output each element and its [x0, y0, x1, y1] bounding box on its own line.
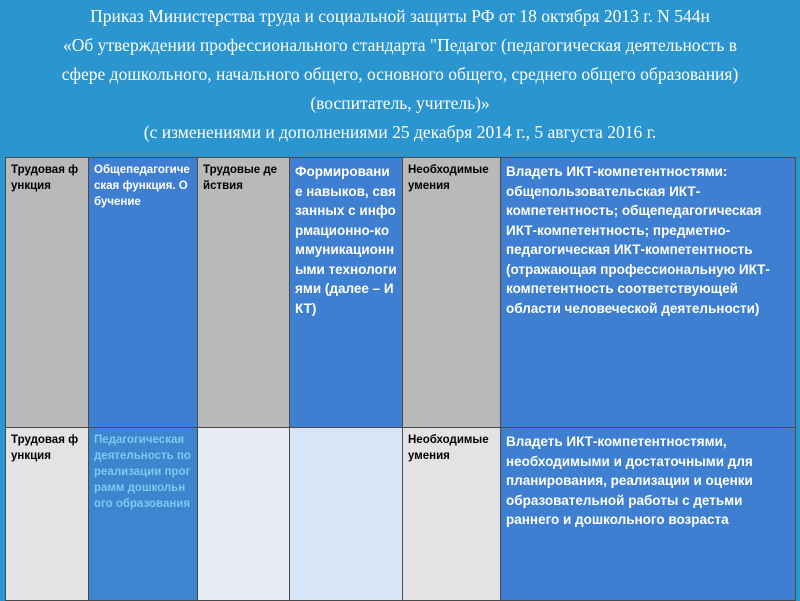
function-name-cell: Общепедагогическая функция. Обучение [89, 158, 198, 428]
document-header [0, 0, 800, 152]
empty-cell [290, 428, 403, 601]
table-row [6, 158, 796, 428]
skills-description-cell: Владеть ИКТ-компетентностями: общепользовательская ИКТ-компетентность; общепедагогическая ИКТ-компетентность; предметно-педагогическая ИКТ-компетентность (отражающая профессиональную ИКТ-компетентность соответствующей области человеческой деятельности) [501, 158, 796, 428]
empty-cell [198, 428, 290, 601]
labor-function-label: Трудовая функция [6, 158, 89, 428]
header-line-2: «Об утверждении профессионального стандарта "Педагог (педагогическая деятельность в [62, 35, 738, 55]
labor-actions-label: Трудовые действия [198, 158, 290, 428]
labor-action-cell: Формирование навыков, связанных с информационно-коммуникационными технологиями (далее – ИКТ) [290, 158, 403, 428]
header-line-4: (воспитатель, учитель)» [310, 93, 490, 113]
required-skills-label: Необходимые умения [403, 158, 501, 428]
function-name-cell: Педагогическая деятельность по реализации программ дошкольного образования [89, 428, 198, 601]
header-line-3: сфере дошкольного, начального общего, основного общего, среднего общего образования) [61, 64, 739, 84]
labor-function-label: Трудовая функция [6, 428, 89, 601]
skills-description-cell: Владеть ИКТ-компетентностями, необходимыми и достаточными для планирования, реализации и оценки образовательной работы с детьми раннего и дошкольного возраста [501, 428, 796, 601]
header-line-5: (с изменениями и дополнениями 25 декабря 2014 г., 5 августа 2016 г. [143, 122, 657, 142]
table-row [6, 428, 796, 601]
standard-table [5, 157, 796, 601]
required-skills-label: Необходимые умения [403, 428, 501, 601]
header-line-1: Приказ Министерства труда и социальной защиты РФ от 18 октября 2013 г. N 544н [90, 6, 710, 26]
